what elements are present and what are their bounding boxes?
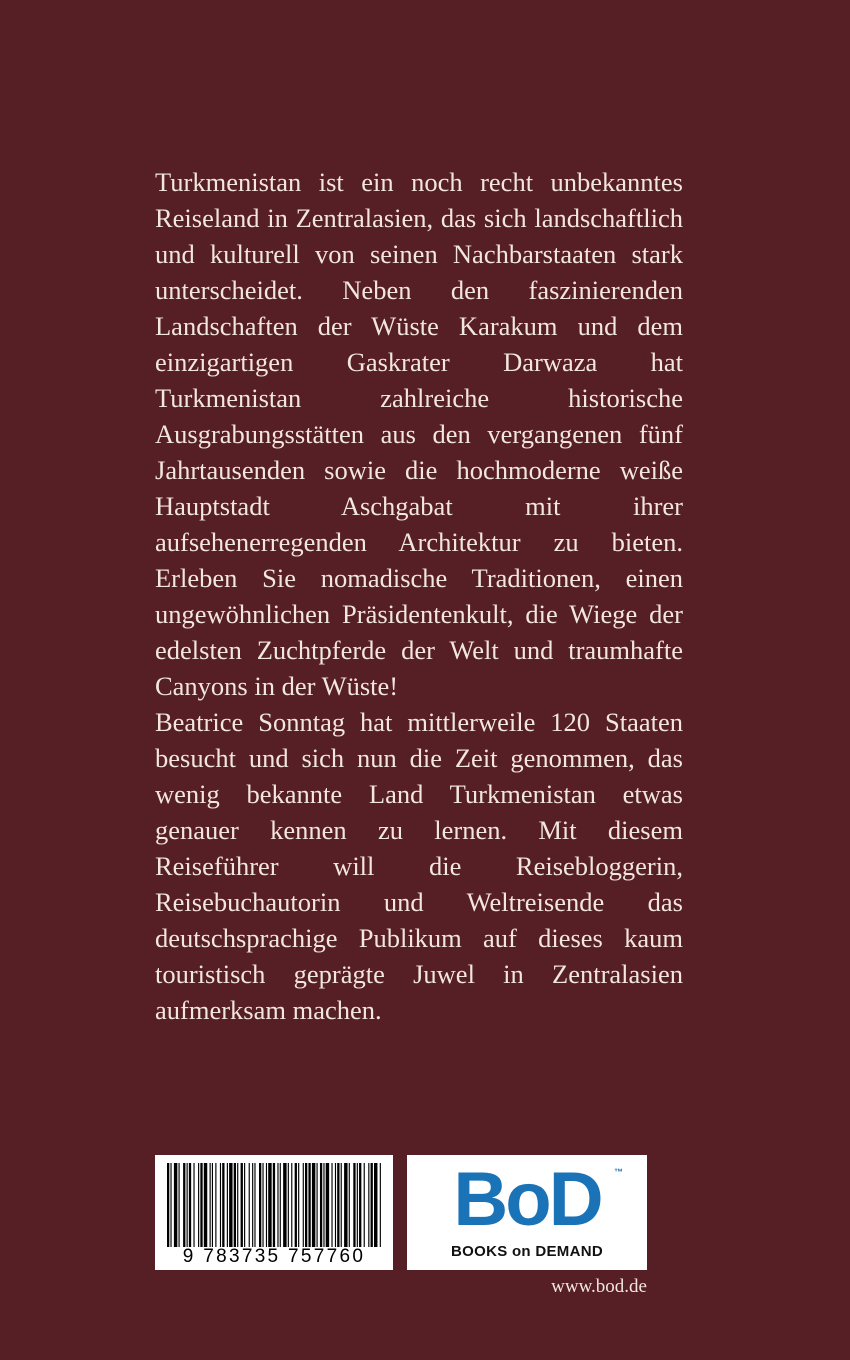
back-cover-blurb xyxy=(155,164,683,1028)
barcode-bar xyxy=(193,1163,194,1247)
barcode-bar xyxy=(323,1163,324,1247)
barcode-bar xyxy=(371,1163,373,1247)
barcode-bar xyxy=(229,1163,232,1247)
barcode-bar xyxy=(210,1163,211,1247)
barcode-bar xyxy=(380,1163,381,1247)
barcode-bar xyxy=(187,1163,188,1247)
barcode-bar xyxy=(268,1163,271,1247)
barcode-bar xyxy=(308,1163,310,1247)
barcode-bar xyxy=(241,1163,243,1247)
barcode-bar xyxy=(291,1163,292,1247)
isbn-barcode xyxy=(155,1155,393,1270)
barcode-bar xyxy=(234,1163,236,1247)
barcode-bar xyxy=(280,1163,281,1247)
blurb-paragraph-2: Beatrice Sonntag hat mittlerweile 120 Staaten besucht und sich nun die Zeit genommen, das wenig bekannte Land Turkmenistan etwas genauer kennen zu lernen. Mit diesem Reiseführer will die Reisebloggerin, Reisebuchautorin und Weltreisende das deutschsprachige Publikum auf dieses kaum touristisch geprägte Juwel in Zentralasien aufmerksam machen. xyxy=(155,707,683,1025)
barcode-bar xyxy=(170,1163,171,1247)
bod-trademark: ™ xyxy=(614,1167,623,1177)
barcode-bar xyxy=(305,1163,307,1247)
barcode-bar xyxy=(212,1163,213,1247)
barcode-bar xyxy=(227,1163,228,1247)
barcode-bar xyxy=(262,1163,263,1247)
barcode-bar xyxy=(183,1163,185,1247)
barcode-bar xyxy=(303,1163,304,1247)
barcode-bar xyxy=(237,1163,238,1247)
barcode-bar xyxy=(249,1163,250,1247)
barcode-bar xyxy=(254,1163,255,1247)
barcode-bar xyxy=(283,1163,286,1247)
barcode-bar xyxy=(215,1163,216,1247)
barcode-bar xyxy=(368,1163,369,1247)
barcode-bar xyxy=(288,1163,289,1247)
barcode-bar xyxy=(341,1163,342,1247)
barcode-bar xyxy=(364,1163,365,1247)
barcode-bar xyxy=(204,1163,207,1247)
barcode-bar xyxy=(335,1163,336,1247)
barcode-bar xyxy=(189,1163,191,1247)
blurb-paragraph-1: Turkmenistan ist ein noch recht unbekanntes Reiseland in Zentralasien, das sich landschaftlich und kulturell von seinen Nachbarstaaten stark unterscheidet. Neben den faszinierenden Landschaften der Wüste Karakum und dem einzigartigen Gaskrater Darwaza hat Turkmenistan zahlreiche historische Ausgrabungsstätten aus den vergangenen fünf Jahrtausenden sowie die hochmoderne weiße Hauptstadt Aschgabat mit ihrer aufsehenerregenden Architektur zu bieten. Erleben Sie nomadische Traditionen, einen ungewöhnlichen Präsidentenkult, die Wiege der edelsten Zuchtpferde der Welt und traumhafte Canyons in der Wüste! xyxy=(155,167,683,701)
barcode-bar xyxy=(295,1163,297,1247)
barcode-bar xyxy=(277,1163,278,1247)
barcode-bar xyxy=(326,1163,329,1247)
barcode-bar xyxy=(331,1163,332,1247)
barcode-bar xyxy=(222,1163,224,1247)
barcode-bar xyxy=(179,1163,180,1247)
bod-logo: BoD xyxy=(453,1157,601,1242)
barcode-bar xyxy=(344,1163,347,1247)
barcode-bar xyxy=(273,1163,275,1247)
barcode-bar xyxy=(252,1163,253,1247)
barcode-bar xyxy=(198,1163,199,1247)
barcode-bar xyxy=(312,1163,315,1247)
barcode-bar xyxy=(317,1163,318,1247)
barcode-bar xyxy=(220,1163,221,1247)
publisher-website: www.bod.de xyxy=(551,1276,647,1297)
barcode-bar xyxy=(298,1163,299,1247)
barcode-bar xyxy=(349,1163,350,1247)
barcode-bar xyxy=(353,1163,355,1247)
barcode-bar xyxy=(174,1163,177,1247)
barcode-bar xyxy=(357,1163,358,1247)
barcode-bar xyxy=(359,1163,361,1247)
barcode-bar xyxy=(244,1163,245,1247)
barcode-bar xyxy=(266,1163,267,1247)
barcode-bar xyxy=(259,1163,261,1247)
barcode-bar xyxy=(200,1163,202,1247)
barcode-bar xyxy=(337,1163,339,1247)
bod-tagline: BOOKS on DEMAND xyxy=(451,1243,603,1260)
isbn-number: 9 783735 757760 xyxy=(182,1246,366,1267)
barcode-bar xyxy=(167,1163,169,1247)
publisher-logo-box xyxy=(407,1155,647,1270)
barcode-bar xyxy=(374,1163,377,1247)
barcode-bar xyxy=(320,1163,322,1247)
